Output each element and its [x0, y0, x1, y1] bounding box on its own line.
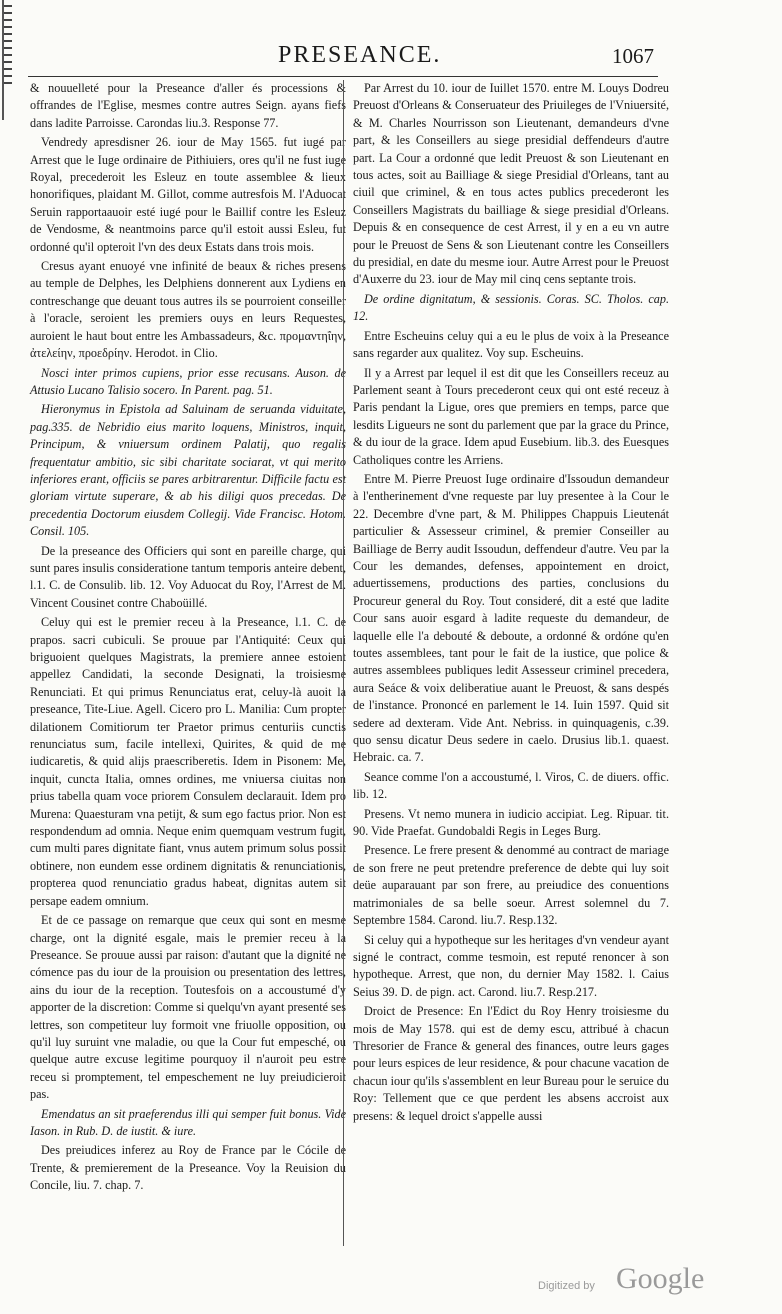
google-logo: Google [616, 1262, 705, 1295]
watermark-prefix: Digitized by [538, 1280, 595, 1292]
paragraph: Presence. Le frere present & denommé au contract de mariage de son frere ne peut pretendre preference de debte qui luy soit deüe auparauant par son frere, au preiudice des conuentions matrimoniales de sa belle soeur. Arrest solemnel du 7. Septembre 1584. Carond. liu.7. Resp.132. [353, 843, 669, 928]
paragraph: Et de ce passage on remarque que ceux qui sont en mesme charge, ont la dignité esgale, mais le premier receu à la Preseance. Se prouue aussi par raison: d'autant que la dignité ne cómence pas du iour de la prouision ou presentation des lettres, ains du iour de la reception. Toutesfois on a accoustumé d'y apporter de la discretion: Comme si quelqu'vn ayant presenté ses lettres, son competiteur luy formoit vne friuolle opposition, ou qu'il luy suruint vne maladie, ou que la Cour fut empesché, ou quelque autre excuse legitime pourquoy il n'auroit peu estre receu si promptement, tel empeschement ne luy preiudicieroit pas. [30, 913, 346, 1102]
paragraph: Nosci inter primos cupiens, prior esse recusans. Auson. de Attusio Lucano Talisio socero. In Parent. pag. 51. [30, 365, 346, 397]
digitized-watermark [538, 1262, 758, 1302]
paragraph: Droict de Presence: En l'Edict du Roy Henry troisiesme du mois de May 1578. qui est de demy escu, attribué à chacun Thresorier de France & general des finances, outre leurs gages pour leurs espices de leur residence, & pour chacune vacation de chacun iour qu'ils s'assemblent en leur Bureau pour le seruice du Roy: Tellement que ce que perdent les absens accroist aux presens: & lequel droict s'appelle aussi [353, 1004, 669, 1123]
paragraph: Seance comme l'on a accoustumé, l. Viros, C. de diuers. offic. lib. 12. [353, 769, 669, 802]
right-column [353, 80, 669, 1127]
paragraph: Il y a Arrest par lequel il est dit que les Conseillers receuz au Parlement seant à Tours precederont ceux qui ont esté receuz à Paris pendant la Ligue, ores que premiers en temps, parce que lesdits Ligueurs ne sont du parlement que par la grace du Prince, & du iour de la grace. Idem apud Eusebium. lib.3. des Euesques Catholiques contre les Arriens. [353, 365, 669, 467]
header-rule [28, 76, 658, 77]
paragraph: Hieronymus in Epistola ad Saluinam de seruanda viduitate, pag.335. de Nebridio eius marito loquens, Ministros, inquit, Principum, & vniuersum ordinem Palatij, quo regalis frequentatur ambitio, sic sibi charitate sociarat, vt qui merito inferiores erant, officiis se pares arbitrarentur. Difficile factu est gloriam virtute superare, & ab his diligi quos precedas. De precedentia Doctorum eiusdem Collegij. Vide Francisc. Hotom. Consil. 105. [30, 402, 346, 539]
running-title: PRESEANCE. [278, 42, 442, 68]
paragraph: Par Arrest du 10. iour de Iuillet 1570. entre M. Louys Dodreu Preuost d'Orleans & Conseruateur des Priuileges de l'Vniuersité, & M. Charles Nourrisson son Lieutenant, demandeurs d'vne part, & les Conseillers au siege presidial deffendeurs d'autre part. La Cour a ordonné que ledit Preuost & son Lieutenant en tous actes, soit au Bailliage & siege Presidial d'Orleans, tant au ciuil que criminel, & en tous actes publics precederont les Conseillers Magistrats du bailliage & siege presidial d'Orleans. Depuis & en consequence de cest Arrest, il y en a eu vn autre pour le Preuost de Sens & son Lieutenant contre les Conseillers du presidial, en date du mesme iour. Autre Arrest pour le Preuost d'Auxerre du 23. iour de May mil cinq cens septante trois. [353, 81, 669, 287]
paragraph: & nouuelleté pour la Preseance d'aller és processions & offrandes de l'Eglise, mesmes contre autres Seign. ayans fiefs dans ladite Parroisse. Carondas liu.3. Response 77. [30, 81, 346, 130]
paragraph: De la preseance des Officiers qui sont en pareille charge, qui sunt pares insulis consideratione tantum temporis anteire debent, l.1. C. de Consulib. lib. 12. Voy Aduocat du Roy, l'Arrest de M. Vincent Cousinet contre Chaboüillé. [30, 543, 346, 610]
paragraph: Entre M. Pierre Preuost Iuge ordinaire d'Issoudun demandeur à l'entherinement d'vne requeste par luy presentee à la Cour le 22. Decembre d'vne part, & M. Philippes Chappuis Lieutenát particulier & Assesseur criminel, & premier Conseiller au Bailliage de Berry audit Issoudun, deffendeur d'autre. Veu par la Cour les demandes, defenses, appointement en droict, aduertissemens, productions des parties, conclusions du Procureur general du Roy. Tout consideré, dit a esté que ladite Cour sans auoir esgard à ladite requeste du demandeur, de laquelle elle l'a debouté & deboute, a ordonné & ordóne qu'en toutes assemblees, tant pour le fait de la iustice, que police & autres assemblees publiques ledit Assesseur criminel precedera, aura Seáce & voix deliberatiue auant le Preuost, & sans despés de l'instance. Prononcé en parlement le 14. Iuin 1597. Quid sit sedere ad dexteram. Vide Ant. Nebriss. in quinquagenis, c.39. quo sensu dicatur Deus sedere in caelo. Drusius lib.1. quaest. Hebraic. ca. 7. [353, 471, 669, 765]
paragraph: Entre Escheuins celuy qui a eu le plus de voix à la Preseance sans regarder aux qualitez. Voy sup. Escheuins. [353, 328, 669, 361]
left-column [30, 80, 346, 1197]
paragraph: Si celuy qui a hypotheque sur les heritages d'vn vendeur ayant signé le contract, comme tesmoin, est reputé renoncer à son hypotheque. Arrest, que non, du dernier May 1582. l. Caius Seius 39. D. de pign. act. Carond. liu.7. Resp.217. [353, 932, 669, 999]
paragraph: Vendredy apresdisner 26. iour de May 1565. fut iugé par Arrest que le Iuge ordinaire de Pithiuiers, ores qu'il ne fust iuge Royal, precederoit les Esleuz en toute assemblee & lieux honorifiques, plaidant M. Gillot, comme autresfois M. l'Aduocat Seruin rapportaauoir esté iugé pour le Baillif contre les Esleuz de Vendosme, & neantmoins parce qu'il estoit aussi Esleu, fut ordonné qu'il opteroit l'vn des deux Estats dans trois mois. [30, 135, 346, 254]
paragraph: Des preiudices inferez au Roy de France par le Cócile de Trente, & premierement de la Preseance. Voy la Reuision du Concile, liu. 7. chap. 7. [30, 1143, 346, 1193]
paragraph: Cresus ayant enuoyé vne infinité de beaux & riches presens au temple de Delphes, les Delphiens donnerent aux Lydiens en contreschange que deuant tous autres ils se pourroient conseiller à l'oracle, seroient les premiers ouys en leurs Requestes, auroient le haut bout entre les Ambassadeurs, &c. προμαντηΐην, ἀτελείην, προεδρίην. Herodot. in Clio. [30, 259, 346, 361]
paragraph: Presens. Vt nemo munera in iudicio accipiat. Leg. Ripuar. tit. 90. Vide Praefat. Gundobaldi Regis in Leges Burg. [353, 806, 669, 839]
running-head [0, 42, 782, 78]
column-divider [343, 80, 344, 1246]
paragraph: Celuy qui est le premier receu à la Preseance, l.1. C. de prapos. sacri cubiculi. Se prouue par l'Antiquité: Ceux qui briguoient quelques Magistrats, la premiere annee estoient appellez Candidati, la seconde Designati, la troisiesme Renunciati. Et qui primus Renunciatus erat, celuy-là auoit la preseance, Tite-Liue. Agell. Cicero pro L. Manilia: Cum propter dilationem Comitiorum ter Praetor primus centuriis cunctis renunciatus sum, facile intellexi, Quirites, & quid de me iudicaretis, & quid alijs praescriberetis. Idem in Pisonem: Me, inquit, cuncta Italia, omnes ordines, me vniuersa ciuitas non prius tabella quam voce priorem Consulem declarauit. Idem pro Murena: Quaesturam vna petijt, & sum ego factus prior. Non est respondendum ad omnia. Neque enim quemquam vestrum fugit, cum multi pares dignitate fiant, vnus autem primum solus possit obtinere, non eundem esse ordinem dignitatis & renunciationis, propterea quod renunciatio gradus habeat, dignitas autem sit persape eadem omnium. [30, 615, 346, 908]
paragraph: De ordine dignitatum, & sessionis. Coras. SC. Tholos. cap. 12. [353, 291, 669, 324]
page-number: 1067 [612, 44, 654, 68]
paragraph: Emendatus an sit praeferendus illi qui semper fuit bonus. Vide Iason. in Rub. D. de iustit. & iure. [30, 1106, 346, 1138]
